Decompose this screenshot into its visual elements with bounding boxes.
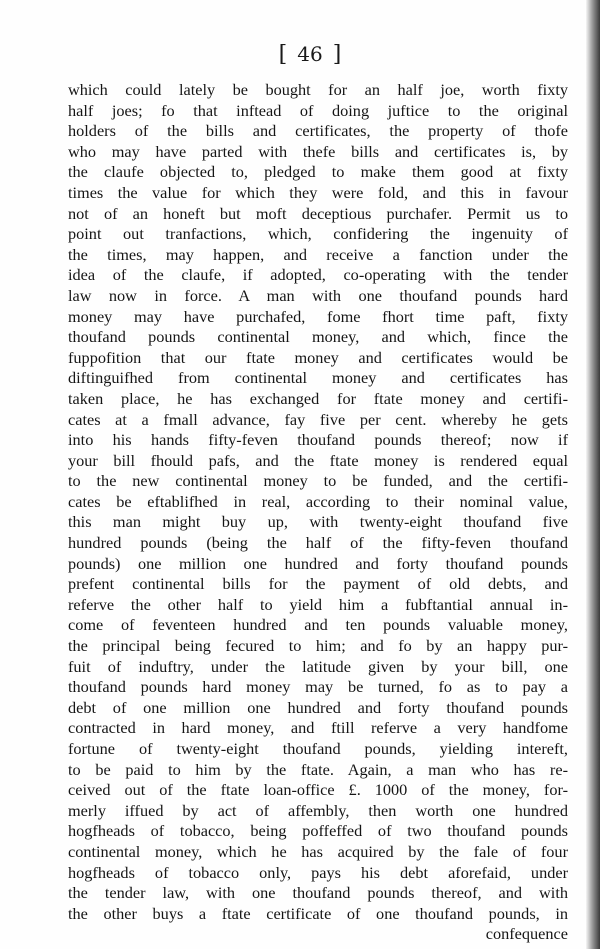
text-line: thoufand pounds hard money may be turned, fo as to pay a	[68, 677, 568, 697]
page-binding-shadow	[586, 0, 600, 949]
text-line: law now in force. A man with one thoufand pounds hard	[68, 285, 568, 305]
text-line: the other buys a ftate certificate of one thoufand pounds, in	[68, 903, 568, 923]
text-line: taken place, he has exchanged for ftate money and certifi-	[68, 388, 568, 408]
text-line: prefent continental bills for the payment of old debts, and	[68, 574, 568, 594]
text-line: cates be eftablifhed in real, according to their nominal value,	[68, 491, 568, 511]
text-line: hogfheads of tobacco only, pays his debt aforefaid, under	[68, 862, 568, 882]
text-line: who may have parted with thefe bills and certificates is, by	[68, 141, 568, 161]
text-line: contracted in hard money, and ftill referve a very handfome	[68, 718, 568, 738]
text-line: come of feventeen hundred and ten pounds valuable money,	[68, 615, 568, 635]
text-line: the principal being fecured to him; and fo by an happy pur-	[68, 636, 568, 656]
text-line: ceived out of the ftate loan-office £. 1000 of the money, for-	[68, 780, 568, 800]
page-number-open-bracket: [	[278, 42, 288, 67]
text-line: fuit of induftry, under the latitude given by your bill, one	[68, 656, 568, 676]
text-line: pounds) one million one hundred and forty thoufand pounds	[68, 553, 568, 573]
text-line: not of an honeft but moft deceptious purchafer. Permit us to	[68, 203, 568, 223]
text-line: merly iffued by act of affembly, then worth one hundred	[68, 800, 568, 820]
text-line: holders of the bills and certificates, the property of thofe	[68, 121, 568, 141]
text-line: the tender law, with one thoufand pounds thereof, and with	[68, 883, 568, 903]
text-line: referve the other half to yield him a fubftantial annual in-	[68, 594, 568, 614]
text-line: the claufe objected to, pledged to make them good at fixty	[68, 162, 568, 182]
text-line: thoufand pounds continental money, and which, fince the	[68, 327, 568, 347]
text-line: this man might buy up, with twenty-eight thoufand five	[68, 512, 568, 532]
page-number-close-bracket: ]	[332, 42, 342, 67]
text-line: which could lately be bought for an half joe, worth fixty	[68, 80, 568, 99]
text-line: half joes; fo that inftead of doing juftice to the original	[68, 100, 568, 120]
text-line: money may have purchafed, fome fhort time paft, fixty	[68, 306, 568, 326]
body-text	[68, 80, 568, 945]
text-line: to the new continental money to be funded, and the certifi-	[68, 471, 568, 491]
text-line: cates at a fmall advance, fay five per cent. whereby he gets	[68, 409, 568, 429]
catchword: confequence	[485, 924, 568, 944]
text-line: idea of the claufe, if adopted, co-operating with the tender	[68, 265, 568, 285]
text-line: debt of one million one hundred and forty thoufand pounds	[68, 697, 568, 717]
text-line: diftinguifhed from continental money and certificates has	[68, 368, 568, 388]
text-line: fortune of twenty-eight thoufand pounds, yielding intereft,	[68, 739, 568, 758]
text-line: hundred pounds (being the half of the fifty-feven thoufand	[68, 533, 568, 553]
page-number-value: 46	[297, 42, 323, 66]
text-line: the times, may happen, and receive a fanction under the	[68, 244, 568, 264]
text-line: continental money, which he has acquired by the fale of four	[68, 841, 568, 861]
text-line: your bill fhould pafs, and the ftate money is rendered equal	[68, 450, 568, 470]
text-line: hogfheads of tobacco, being poffeffed of two thoufand pounds	[68, 821, 568, 841]
text-line: into his hands fifty-feven thoufand pounds thereof; now if	[68, 430, 568, 450]
text-line: fuppofition that our ftate money and certificates would be	[68, 347, 568, 367]
text-line: to be paid to him by the ftate. Again, a man who has re-	[68, 759, 568, 779]
text-line: point out tranfactions, which, confidering the ingenuity of	[68, 224, 568, 244]
page-number	[0, 42, 600, 67]
text-line: times the value for which they were fold, and this in favour	[68, 182, 568, 202]
